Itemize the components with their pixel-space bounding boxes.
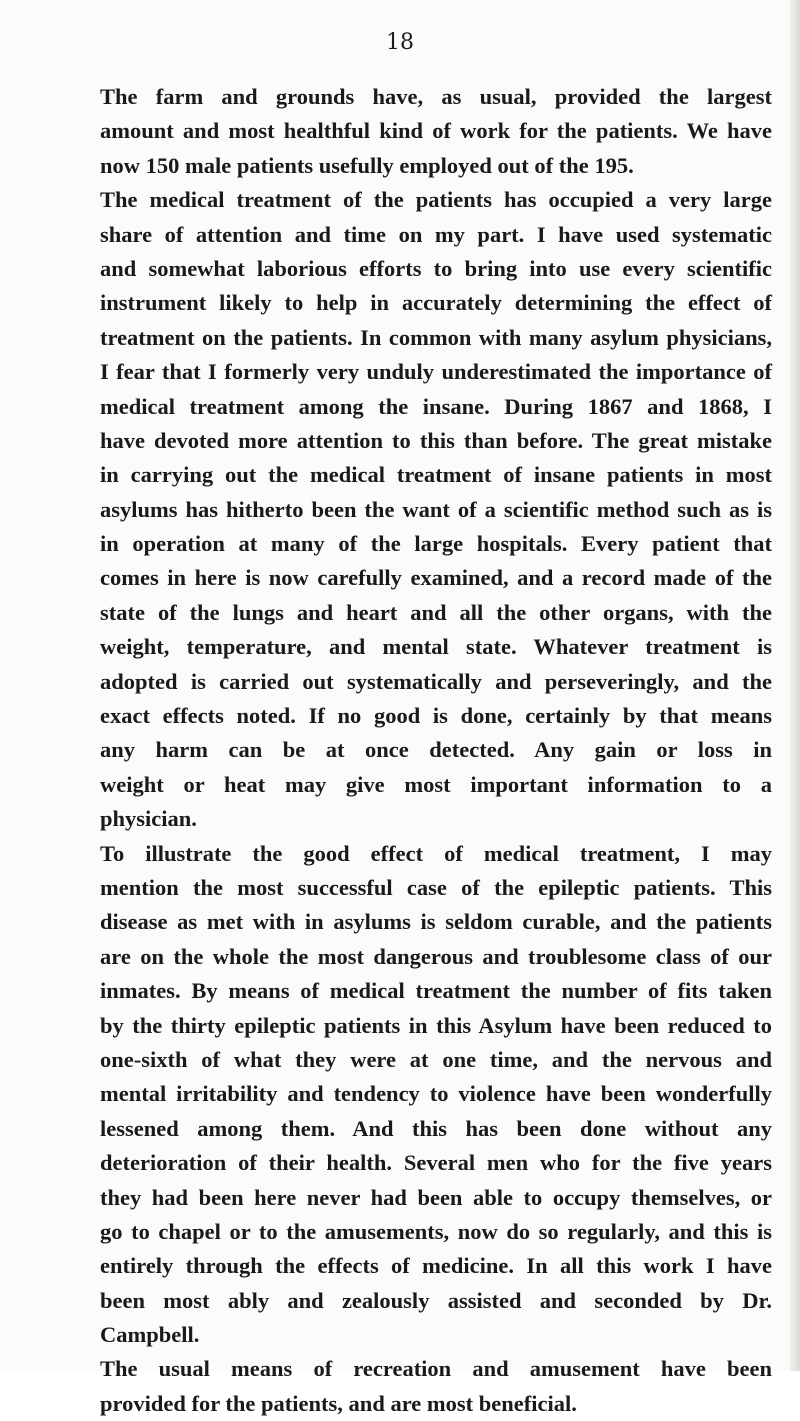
text-line: exact effects noted. If no good is done, certainly by that means: [100, 703, 772, 729]
body-text: [100, 80, 772, 1421]
text-line: lessened among them. And this has been done without any: [100, 1115, 772, 1141]
paragraph-recreation: [100, 1352, 772, 1421]
text-line: have devoted more attention to this than before. The great mistake: [100, 427, 772, 453]
text-line: adopted is carried out systematically and perseveringly, and the: [100, 668, 772, 694]
text-line: state of the lungs and heart and all the other organs, with the: [100, 599, 772, 625]
text-line: amount and most healthful kind of work for the patients. We have: [100, 118, 772, 144]
text-line: by the thirty epileptic patients in this Asylum have been reduced to: [100, 1012, 772, 1038]
text-line: entirely through the effects of medicine. In all this work I have: [100, 1253, 772, 1279]
text-line: in carrying out the medical treatment of insane patients in most: [100, 462, 772, 488]
text-line: instrument likely to help in accurately determining the effect of: [100, 290, 772, 316]
paragraph-farm: [100, 80, 772, 183]
page-number: 18: [386, 30, 414, 55]
text-line: asylums has hitherto been the want of a scientific method such as is: [100, 496, 772, 522]
text-line: Campbell.: [100, 1322, 200, 1348]
text-line: deterioration of their health. Several men who for the five years: [100, 1150, 772, 1176]
text-line: medical treatment among the insane. During 1867 and 1868, I: [100, 393, 772, 419]
text-line: physician.: [100, 806, 197, 832]
text-line: are on the whole the most dangerous and troublesome class of our: [100, 943, 772, 969]
text-line: they had been here never had been able to occupy themselves, or: [100, 1184, 772, 1210]
text-line: and somewhat laborious efforts to bring into use every scientific: [100, 255, 772, 281]
text-line: The medical treatment of the patients has occupied a very large: [100, 187, 772, 213]
text-line: mention the most successful case of the epileptic patients. This: [100, 874, 772, 900]
text-line: go to chapel or to the amusements, now do so regularly, and this is: [100, 1218, 772, 1244]
paragraph-epileptic-patients: [100, 837, 772, 1353]
text-line: now 150 male patients usefully employed out of the 195.: [100, 152, 634, 178]
text-line: To illustrate the good effect of medical treatment, I may: [100, 840, 772, 866]
text-line: any harm can be at once detected. Any gain or loss in: [100, 737, 772, 763]
text-line: been most ably and zealously assisted and seconded by Dr.: [100, 1287, 772, 1313]
text-line: weight or heat may give most important information to a: [100, 771, 772, 797]
text-line: provided for the patients, and are most beneficial.: [100, 1390, 577, 1416]
text-line: disease as met with in asylums is seldom curable, and the patients: [100, 909, 772, 935]
text-line: The usual means of recreation and amusement have been: [100, 1356, 772, 1382]
text-line: treatment on the patients. In common with many asylum physicians,: [100, 324, 772, 350]
text-line: comes in here is now carefully examined, and a record made of the: [100, 565, 772, 591]
paragraph-medical-treatment: [100, 183, 772, 836]
text-line: in operation at many of the large hospitals. Every patient that: [100, 531, 772, 557]
text-line: weight, temperature, and mental state. Whatever treatment is: [100, 634, 772, 660]
page-edge-shadow: [790, 0, 800, 1371]
text-line: one-sixth of what they were at one time, and the nervous and: [100, 1046, 772, 1072]
text-line: mental irritability and tendency to violence have been wonderfully: [100, 1081, 772, 1107]
text-line: The farm and grounds have, as usual, provided the largest: [100, 84, 772, 109]
text-line: inmates. By means of medical treatment the number of fits taken: [100, 978, 772, 1004]
text-line: share of attention and time on my part. I have used systematic: [100, 221, 772, 247]
text-line: I fear that I formerly very unduly underestimated the importance of: [100, 359, 772, 385]
